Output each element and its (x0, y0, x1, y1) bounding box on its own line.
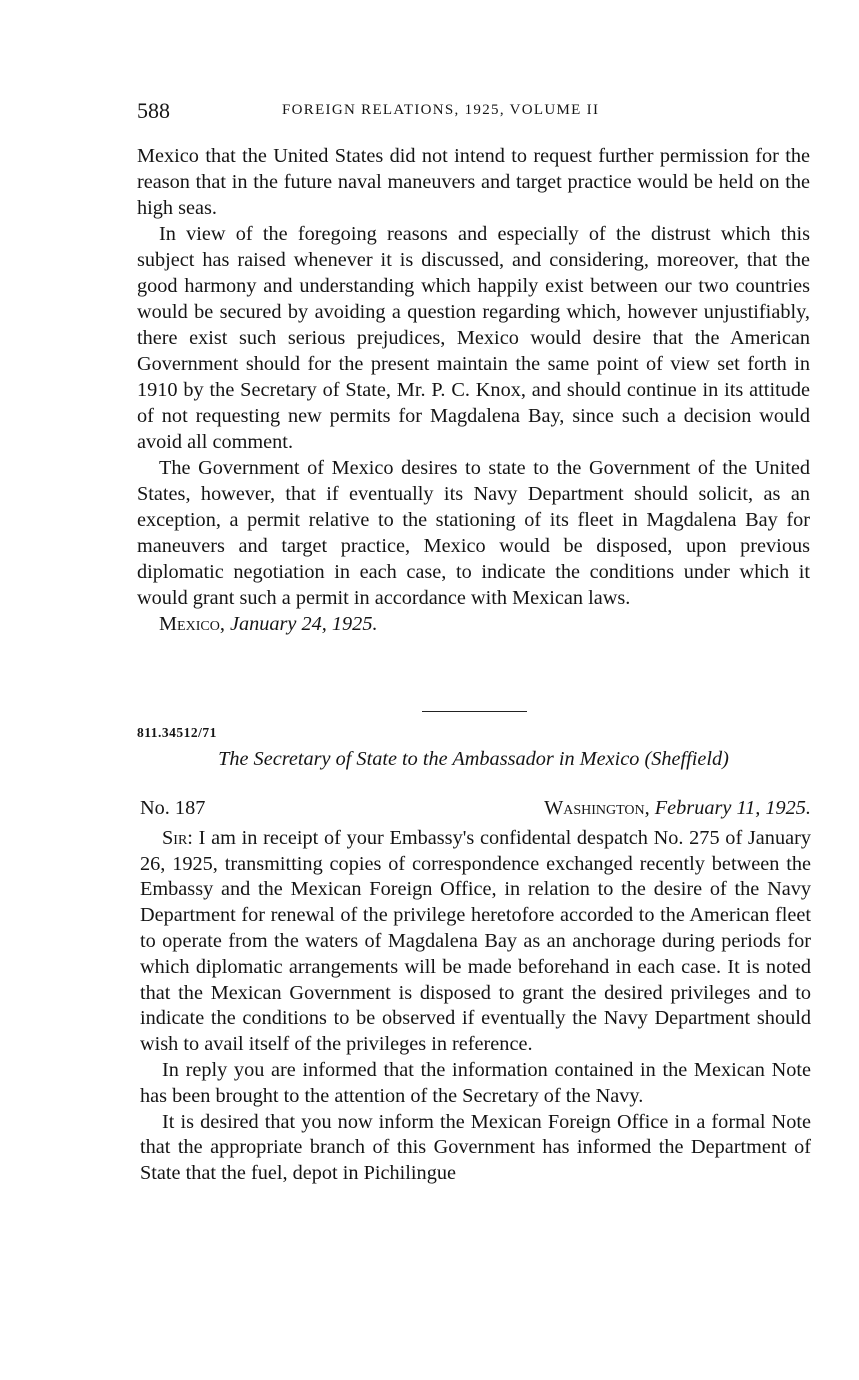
paragraph: It is desired that you now inform the Mexican Foreign Office in a formal Note that the appropriate branch of this Government has informed the Department of State that the fuel, depot in Pichilingue (140, 1110, 811, 1185)
paragraph: Mexico that the United States did not intend to request further permission for the reason that in the future naval maneuvers and target practice would be held on the high seas. (137, 145, 810, 219)
dateline-date: February 11, 1925. (654, 797, 811, 819)
salutation: Sir (162, 826, 188, 849)
continued-note-text (137, 143, 810, 637)
dateline-place: Washington (544, 797, 645, 819)
document-title: The Secretary of State to the Ambassador in Mexico (Sheffield) (218, 748, 729, 770)
paragraph: In reply you are informed that the information contained in the Mexican Note has been brought to the attention of the Secretary of the Navy. (140, 1058, 811, 1107)
paragraph-text: I am in receipt of your Embassy's confidental despatch No. 275 of January 26, 1925, transmitting copies of correspondence exchanged recently between the Embassy and the Mexican Foreign Office, in relation to the desire of the Navy Department for renewal of the privilege heretofore accorded to the American fleet to operate from the waters of Magdalena Bay as an anchorage during periods for which diplomatic arrangements will be made beforehand in each case. It is noted that the Mexican Government is disposed to grant the desired privileges and to indicate the conditions to be observed if eventually the Navy Department should wish to avail itself of the privileges in reference. (140, 826, 811, 1056)
section-divider (422, 711, 527, 712)
page-number: 588 (137, 98, 170, 123)
dateline: No. 187 Washington, February 11, 1925. (140, 796, 811, 822)
document-body (140, 796, 811, 1187)
paragraph: In view of the foregoing reasons and especially of the distrust which this subject has raised whenever it is discussed, and considering, moreover, that the good harmony and understanding which happily exist between our two countries would be secured by avoiding a question regarding which, however unjustifiably, there exist such serious prejudices, Mexico would desire that the American Government should for the present maintain the same point of view set forth in 1910 by the Secretary of State, Mr. P. C. Knox, and should continue in its attitude of not requesting new permits for Magdalena Bay, since such a decision would avoid all comment. (137, 223, 810, 453)
running-title: FOREIGN RELATIONS, 1925, VOLUME II (282, 102, 600, 118)
paragraph: The Government of Mexico desires to state to the Government of the United States, however, that if eventually its Navy Department should solicit, as an exception, a permit relative to the stationing of its fleet in Magdalena Bay for maneuvers and target practice, Mexico would be disposed, upon previous diplomatic negotiation in each case, to indicate the conditions under which it would grant such a permit in accordance with Mexican laws. (137, 457, 810, 609)
signoff-place: Mexico (159, 613, 220, 635)
despatch-number: No. 187 (140, 797, 206, 819)
file-number: 811.34512/71 (137, 725, 217, 740)
note-signoff: Mexico, January 24, 1925. (159, 613, 378, 635)
signoff-date: January 24, 1925. (229, 613, 378, 635)
page-header (137, 98, 810, 126)
paragraph: Sir: I am in receipt of your Embassy's confidental despatch No. 275 of January 26, 1925, transmitting copies of correspondence exchanged recently between the Embassy and the Mexican Foreign Office, in relation to the desire of the Navy Department for renewal of the privilege heretofore accorded to the American fleet to operate from the waters of Magdalena Bay as an anchorage during periods for which diplomatic arrangements will be made beforehand in each case. It is noted that the Mexican Government is disposed to grant the desired privileges and to indicate the conditions to be observed if eventually the Navy Department should wish to avail itself of the privileges in reference. (140, 826, 811, 1056)
